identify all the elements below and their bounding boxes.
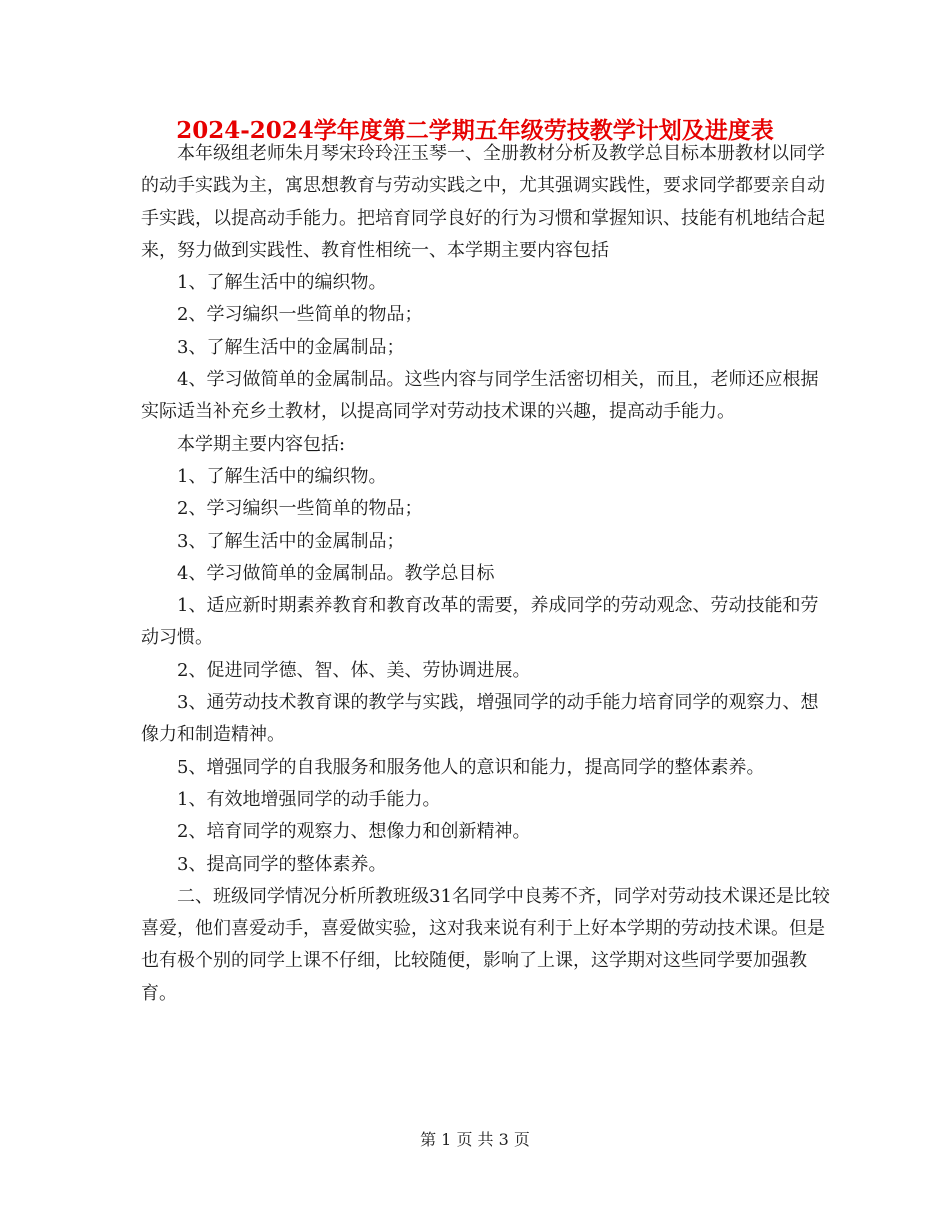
paragraph: 3、通劳动技术教育课的教学与实践，增强同学的动手能力培育同学的观察力、想像力和制造精神。 bbox=[141, 692, 819, 746]
paragraph: 2、促进同学德、智、体、美、劳协调进展。 bbox=[177, 659, 531, 681]
paragraph: 3、了解生活中的金属制品； bbox=[177, 336, 405, 358]
paragraph: 2、学习编织一些简单的物品； bbox=[177, 304, 423, 326]
paragraph: 二、班级同学情况分析所教班级31名同学中良莠不齐，同学对劳动技术课还是比较喜爱，他们喜爱动手，喜爱做实验，这对我来说有利于上好本学期的劳动技术课。但是也有极个别的同学上课不仔细，比较随便，影响了上课，这学期对这些同学要加强教育。 bbox=[141, 885, 830, 1004]
paragraph: 1、了解生活中的编织物。 bbox=[177, 465, 387, 487]
paragraph: 1、适应新时期素养教育和教育改革的需要，养成同学的劳动观念、劳动技能和劳动习惯。 bbox=[141, 595, 819, 649]
paragraph: 本年级组老师朱月琴宋玲玲汪玉琴一、全册教材分析及教学总目标本册教材以同学的动手实践为主，寓思想教育与劳动实践之中，尤其强调实践性，要求同学都要亲自动手实践，以提高动手能力。把培育同学良好的行为习惯和掌握知识、技能有机地结合起来，努力做到实践性、教育性相统一、本学期主要内容包括 bbox=[141, 143, 825, 261]
document-title: 2024-2024学年度第二学期五年级劳技教学计划及进度表 bbox=[176, 117, 774, 144]
paragraph: 5、增强同学的自我服务和服务他人的意识和能力，提高同学的整体素养。 bbox=[177, 756, 765, 778]
paragraph: 3、了解生活中的金属制品； bbox=[177, 530, 405, 552]
paragraph: 1、了解生活中的编织物。 bbox=[177, 272, 387, 294]
paragraph: 4、学习做简单的金属制品。教学总目标 bbox=[177, 562, 495, 584]
document-body bbox=[141, 138, 831, 1010]
paragraph: 3、提高同学的整体素养。 bbox=[177, 853, 387, 875]
page-footer: 第 1 页 共 3 页 bbox=[420, 1130, 530, 1149]
paragraph: 本学期主要内容包括: bbox=[177, 433, 346, 455]
paragraph: 1、有效地增强同学的动手能力。 bbox=[177, 788, 441, 810]
paragraph: 2、培育同学的观察力、想像力和创新精神。 bbox=[177, 821, 531, 843]
paragraph: 4、学习做简单的金属制品。这些内容与同学生活密切相关，而且，老师还应根据实际适当补充乡土教材，以提高同学对劳动技术课的兴趣，提高动手能力。 bbox=[141, 369, 819, 423]
paragraph: 2、学习编织一些简单的物品； bbox=[177, 498, 423, 520]
